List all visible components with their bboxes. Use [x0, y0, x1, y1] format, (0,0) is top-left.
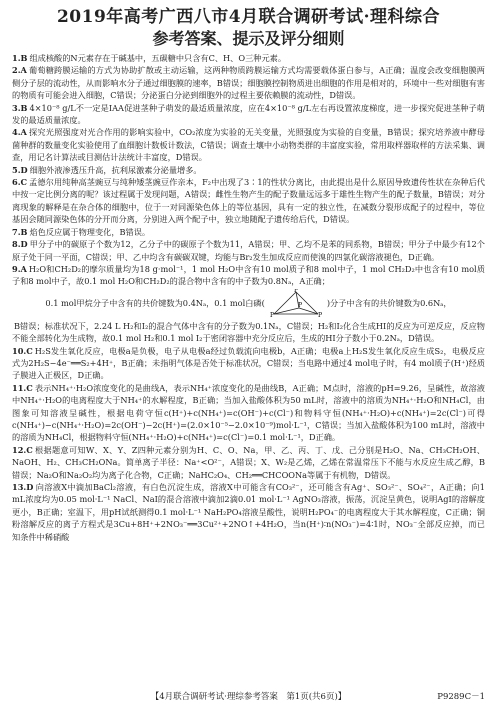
answer-item — [12, 481, 485, 543]
answer-number: 5.D — [12, 164, 28, 175]
answer-item — [12, 345, 485, 382]
answer-item — [12, 444, 485, 481]
answer-number: 6.C — [12, 177, 28, 188]
page-footer: 【4月联合调研考试·理综参考答案 第1页(共6页)】 — [150, 692, 347, 702]
answer-text: 甲分子中的碳原子个数为12，乙分子中的碳原子个数为11，A错误；甲、乙均不是苯的同系物，B错误；甲分子中最少有12个原子处于同一平面，C错误；甲、乙中均含有碳碳双键，均能与Br₂发生加成反应而使溴的四氯化碳溶液褪色，D正确。 — [12, 239, 485, 262]
answer-number: 3.B — [12, 102, 28, 113]
answer-number: 13.D — [12, 482, 34, 492]
p-atom-label: P — [317, 311, 322, 319]
answer-item — [12, 52, 485, 64]
answer-text: 根据题意可知W、X、Y、Z四种元素分别为H、C、O、Na，甲、乙、丙、丁、戊、己分别是H₂O、Na、CH₃CH₂OH、NaOH、H₂、CH₃CH₂ONa。简单离子半径：Na⁺<O²⁻，A错误；X、W₂是乙烯，乙烯在常温常压下不能与水反应生成乙醇，B错误；Na₂O和Na₂O₂均为离子化合物，C正确；NaHC₂O₄、CH₂══CHCOONa等属于有机物，D错误。 — [12, 444, 485, 480]
answer-number: 12.C — [12, 444, 33, 455]
answer-item — [12, 102, 485, 127]
answer-text: 向溶液X中滴加BaCl₂溶液，有白色沉淀生成，溶液X中可能含有CO₃²⁻，还可能含有Ag⁺、SO₃²⁻、SO₄²⁻，A正确；向1 mL浓度均为0.05 mol·L⁻¹ NaCl、NaI的混合溶液中滴加2滴0.01 mol·L⁻¹ AgNO₃溶液，振荡，沉淀呈黄色，说明AgI的溶解度更小，B正确；室温下，用pH试纸测得0.1 mol·L⁻¹ NaH₂PO₄溶液呈酸性，说明H₂PO₄⁻的电离程度大于其水解程度，C正确；铜粉溶解反应的离子方程式是3Cu+8H⁺+2NO₃⁻══3Cu²⁺+2NO↑+4H₂O，当n(H⁺)∶n(NO₃⁻)=4∶1时，NO₃⁻全部反应掉，而已知条件中稀硝酸 — [12, 482, 485, 542]
answer-item — [12, 263, 485, 288]
answer-item — [12, 238, 485, 263]
answer-text: 葡萄糖跨膜运输的方式为协助扩散或主动运输，这两种物质跨膜运输方式均需要载体蛋白参与，A正确；温度会改变细胞膜两侧分子层的流动性，从而影响水分子通过细胞膜的速率，B错误；细胞膜控制物质进出细胞的作用是相对的，环境中一些对细胞有害的物质有可能会进入细胞，C错误；分泌蛋白分泌到细胞外的过程主要依赖膜的流动性，D错误。 — [12, 65, 485, 101]
answer-item — [12, 320, 485, 345]
answer-list-continued — [12, 320, 485, 543]
p-atom-label: P — [293, 288, 298, 294]
answer-text: H₂O和CH₂D₂的摩尔质量均为18 g·mol⁻¹，1 mol H₂O中含有10 mol质子和8 mol中子，1 mol CH₂D₂中也含有10 mol质子和8 mol中子，故0.1 mol H₂O和CH₂D₂的混合物中含有的中子数为0.8Nₐ，A正确； — [12, 263, 485, 287]
answer-item — [12, 164, 485, 176]
diagram-lead-text: 0.1 mol甲烷分子中含有的共价键数为0.4Nₐ，0.1 mol白磷( — [45, 298, 265, 309]
answer-number: 8.D — [12, 239, 28, 250]
answer-text: 组成核酸的N元素存在于碱基中，五碳糖中只含有C、H、O三种元素。 — [29, 53, 287, 63]
answer-number: 11.C — [12, 382, 33, 393]
answer-text: 细胞外液渗透压升高，抗利尿激素分泌量增多。 — [29, 164, 202, 175]
p-atom-label: P — [297, 301, 302, 309]
answer-text: 4×10⁻⁸ g/L不一定是IAA促进茎种子萌发的最适质量浓度，应在4×10⁻⁸ g/L左右再设置浓度梯度，进一步探究促进茎种子萌发的最适质量浓度。 — [12, 102, 485, 126]
answer-number: 1.B — [12, 53, 28, 63]
answer-item — [12, 226, 485, 238]
answer-number: 9.A — [12, 263, 27, 274]
answer-number: 4.A — [12, 127, 27, 138]
answer-item — [12, 382, 485, 444]
page-title: 2019年高考广西八市4月联合调研考试·理科综合 — [56, 7, 441, 27]
diagram-trail-text: )分子中含有的共价键数为0.6Nₐ， — [326, 298, 452, 309]
p-atom-label: P — [269, 311, 274, 319]
answer-number: 7.B — [12, 226, 28, 237]
answer-text: H₂S发生氧化反应，电极a是负极，电子从电极a经过负载流向电极b，A正确；电极a上H₂S发生氧化反应生成S₂，电极反应式为2H₂S−4e⁻══S₂+4H⁺，B正确；未指明气体是否处于标准状况，C错误；当电路中通过4 mol电子时，有4 mol质子(H⁺)经质子膜进入正极区，D正确。 — [12, 345, 485, 381]
white-phosphorus-structure-icon — [269, 289, 323, 319]
page-subtitle: 参考答案、提示及评分细则 — [152, 29, 345, 48]
answer-item — [12, 126, 485, 163]
answer-item — [12, 176, 485, 226]
answer-text: 探究光照强度对光合作用的影响实验中，CO₂浓度为实验的无关变量，光照强度为实验的自变量，B错误；探究培养液中酵母菌种群的数量变化实验使用了血细胞计数板计数法，C错误；调查土壤中小动物类群的丰富度实验，常用取样器取样的方法采集、调查，用记名计算法或目测估计法统计丰富度，D错误。 — [12, 127, 485, 163]
answer-list — [12, 52, 485, 288]
answer-text: B错误；标准状况下，2.24 L H₂和I₂的混合气体中含有的分子数为0.1Nₐ，C错误；H₂和I₂化合生成HI的反应为可逆反应，反应物不能全部转化为生成物，故0.1 mol H₂和0.1 mol I₂于密闭容器中充分反应后，生成的HI分子数小于0.2Nₐ，D错误。 — [12, 320, 485, 344]
paper-code: P9289C－1 — [437, 692, 485, 702]
answer-text: 孟德尔用纯种高茎豌豆与纯种矮茎豌豆作亲本，F₂中出现了3∶1的性状分离比，由此提出是什么原因导致遗传性状在杂种后代中按一定比例分离的呢？该过程属于发现问题，A错误；雌性生物产生的配子数量远远多于雄性生物产生的配子数量，B错误；对分离现象的解释是在杂合体的细胞中，位于一对同源染色体上的等位基因，具有一定的独立性，在减数分裂形成配子的过程中，等位基因会随同源染色体的分开而分离，分别进入两个配子中，独立地随配子遗传给后代，D错误。 — [12, 177, 485, 225]
answer-number: 10.C — [12, 345, 33, 356]
answer-item — [12, 64, 485, 101]
answer-text: 表示NH₄⁺·H₂O浓度变化的是曲线A，表示NH₄⁺浓度变化的是曲线B，A正确；M点时，溶液的pH=9.26，呈碱性，故溶液中NH₄⁺·H₂O的电离程度大于NH₄⁺的水解程度，B正确；当加入盐酸体积为50 mL时，溶液中的溶质为NH₄⁺·H₂O和NH₄Cl，由图象可知溶液呈碱性，根据电荷守恒c(H⁺)+c(NH₄⁺)=c(OH⁻)+c(Cl⁻)和物料守恒(NH₄⁺·H₂O)+c(NH₄⁺)=2c(Cl⁻)可得c(NH₄⁺)−c(NH₄⁺·H₂O)=2c(OH⁻)−2c(H⁺)=(2.0×10⁻⁵−2.0×10⁻⁹)mol·L⁻¹，C错误；当加入盐酸体积为100 mL时，溶液中的溶质为NH₄Cl，根据物料守恒(NH₄⁺·H₂O)+c(NH₄⁺)=c(Cl⁻)=0.1 mol·L⁻¹，D正确。 — [12, 382, 485, 443]
answer-number: 2.A — [12, 65, 27, 76]
answer-text: 焰色反应属于物理变化，B错误。 — [29, 226, 151, 237]
white-phosphorus-line — [12, 289, 485, 319]
